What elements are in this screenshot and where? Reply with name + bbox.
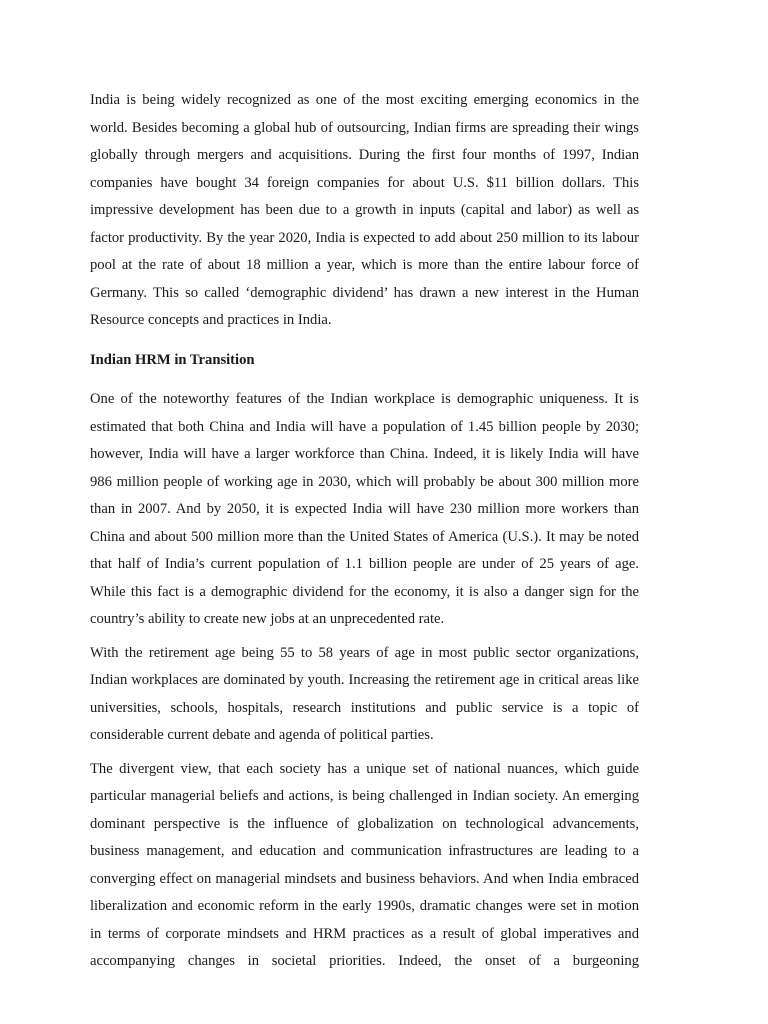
section-heading: Indian HRM in Transition [90, 351, 255, 368]
document-page [90, 87, 639, 976]
body-paragraph-1: One of the noteworthy features of the Indian workplace is demographic uniqueness. It is estimated that both China and India will have a population of 1.45 billion people by 2030; however, India will have a larger workforce than China. Indeed, it is likely India will have 986 million people of working age in 2030, which will probably be about 300 million more than in 2007. And by 2050, it is expected India will have 230 million more workers than China and about 500 million more than the United States of America (U.S.). It may be noted that half of India’s current population of 1.1 billion people are under of 25 years of age. While this fact is a demographic dividend for the economy, it is also a danger sign for the country’s ability to create new jobs at an unprecedented rate. [90, 391, 639, 627]
intro-paragraph: India is being widely recognized as one of the most exciting emerging economics in the world. Besides becoming a global hub of outsourcing, Indian firms are spreading their wings globally through mergers and acquisitions. During the first four months of 1997, Indian companies have bought 34 foreign companies for about U.S. $11 billion dollars. This impressive development has been due to a growth in inputs (capital and labor) as well as factor productivity. By the year 2020, India is expected to add about 250 million to its labour pool at the rate of about 18 million a year, which is more than the entire labour force of Germany. This so called ‘demographic dividend’ has drawn a new interest in the Human Resource concepts and practices in India. [90, 92, 639, 328]
body-paragraph-3: The divergent view, that each society has a unique set of national nuances, which guide particular managerial beliefs and actions, is being challenged in Indian society. An emerging dominant perspective is the influence of globalization on technological advancements, business management, and education and communication infrastructures are leading to a converging effect on managerial mindsets and business behaviors. And when India embraced liberalization and economic reform in the early 1990s, dramatic changes were set in motion in terms of corporate mindsets and HRM practices as a result of global imperatives and accompanying changes in societal priorities. Indeed, the onset of a burgeoning [90, 760, 639, 969]
body-paragraph-2: With the retirement age being 55 to 58 years of age in most public sector organizations, Indian workplaces are dominated by youth. Increasing the retirement age in critical areas like universities, schools, hospitals, research institutions and public service is a topic of considerable current debate and agenda of political parties. [90, 644, 639, 743]
